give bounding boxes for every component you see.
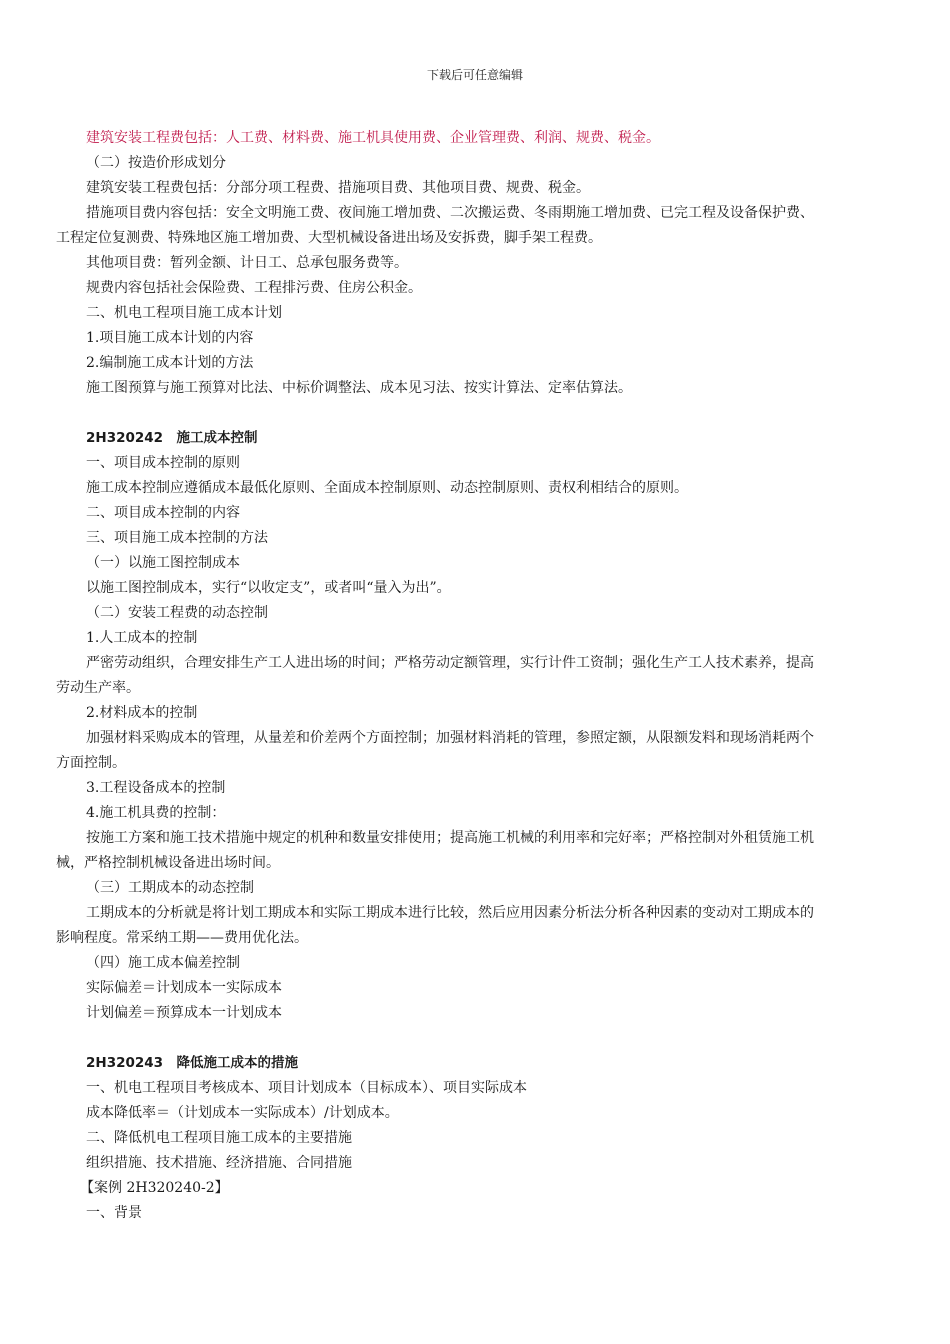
spacer: [86, 1026, 868, 1051]
subheading-by-cost-formation: （二）按造价形成划分: [86, 155, 226, 171]
section-heading: 二、降低机电工程项目施工成本的主要措施: [86, 1130, 352, 1146]
paragraph-line: 工期成本的分析就是将计划工期成本和实际工期成本进行比较，然后应用因素分析法分析各种因素的变动对工期成本的: [86, 905, 814, 921]
section-heading: 一、机电工程项目考核成本、项目计划成本（目标成本）、项目实际成本: [86, 1080, 527, 1096]
subheading: （四）施工成本偏差控制: [86, 955, 240, 971]
paragraph-line: 加强材料采购成本的管理，从量差和价差两个方面控制；加强材料消耗的管理，参照定额，从限额发料和现场消耗两个: [86, 730, 814, 746]
page-header: 下载后可任意编辑: [426, 68, 523, 82]
paragraph-line-continuation: 方面控制。: [56, 755, 126, 771]
paragraph: 以施工图控制成本，实行“以收定支”，或者叫“量入为出”。: [86, 580, 451, 596]
list-item: 4.施工机具费的控制：: [86, 805, 226, 821]
list-item: 2.材料成本的控制: [86, 705, 198, 721]
section-heading: 一、项目成本控制的原则: [86, 455, 240, 471]
paragraph-line: 按施工方案和施工技术措施中规定的机种和数量安排使用；提高施工机械的利用率和完好率；严格控制对外租赁施工机: [86, 830, 814, 846]
subheading: （一）以施工图控制成本: [86, 555, 240, 571]
section-heading: 三、项目施工成本控制的方法: [86, 530, 268, 546]
subheading: （三）工期成本的动态控制: [86, 880, 254, 896]
paragraph: 其他项目费：暂列金额、计日工、总承包服务费等。: [86, 255, 408, 271]
paragraph: 组织措施、技术措施、经济措施、合同措施: [86, 1155, 352, 1171]
paragraph: 施工成本控制应遵循成本最低化原则、全面成本控制原则、动态控制原则、责权利相结合的原则。: [86, 480, 688, 496]
paragraph: 施工图预算与施工预算对比法、中标价调整法、成本见习法、按实计算法、定率估算法。: [86, 380, 632, 396]
subheading: （二）安装工程费的动态控制: [86, 605, 268, 621]
section-heading: 一、背景: [86, 1205, 142, 1221]
paragraph-fee-composition: 建筑安装工程费包括：人工费、材料费、施工机具使用费、企业管理费、利润、规费、税金。: [86, 130, 660, 146]
formula: 实际偏差＝计划成本一实际成本: [86, 980, 282, 996]
formula: 成本降低率＝（计划成本一实际成本）/计划成本。: [86, 1105, 399, 1121]
case-label: 【案例 2H320240-2】: [80, 1180, 229, 1196]
list-item: 3.工程设备成本的控制: [86, 780, 226, 796]
paragraph-line-continuation: 劳动生产率。: [56, 680, 140, 696]
section-heading: 二、机电工程项目施工成本计划: [86, 305, 282, 321]
paragraph-line-continuation: 械，严格控制机械设备进出场时间。: [56, 855, 280, 871]
paragraph-line: 措施项目费内容包括：安全文明施工费、夜间施工增加费、二次搬运费、冬雨期施工增加费、已完工程及设备保护费、: [86, 205, 814, 221]
paragraph: 规费内容包括社会保险费、工程排污费、住房公积金。: [86, 280, 422, 296]
list-item: 2.编制施工成本计划的方法: [86, 355, 254, 371]
paragraph: 建筑安装工程费包括：分部分项工程费、措施项目费、其他项目费、规费、税金。: [86, 180, 590, 196]
formula: 计划偏差＝预算成本一计划成本: [86, 1005, 282, 1021]
paragraph-line-continuation: 工程定位复测费、特殊地区施工增加费、大型机械设备进出场及安拆费，脚手架工程费。: [56, 230, 602, 246]
paragraph-line: 严密劳动组织，合理安排生产工人进出场的时间；严格劳动定额管理，实行计件工资制；强化生产工人技术素养，提高: [86, 655, 814, 671]
section-title: 2H320242 施工成本控制: [86, 430, 258, 446]
list-item: 1.项目施工成本计划的内容: [86, 330, 254, 346]
section-heading: 二、项目成本控制的内容: [86, 505, 240, 521]
list-item: 1.人工成本的控制: [86, 630, 198, 646]
document-body: [56, 126, 868, 1226]
section-title: 2H320243 降低施工成本的措施: [86, 1055, 299, 1071]
spacer: [86, 401, 868, 426]
paragraph-line-continuation: 影响程度。常采纳工期——费用优化法。: [56, 930, 308, 946]
